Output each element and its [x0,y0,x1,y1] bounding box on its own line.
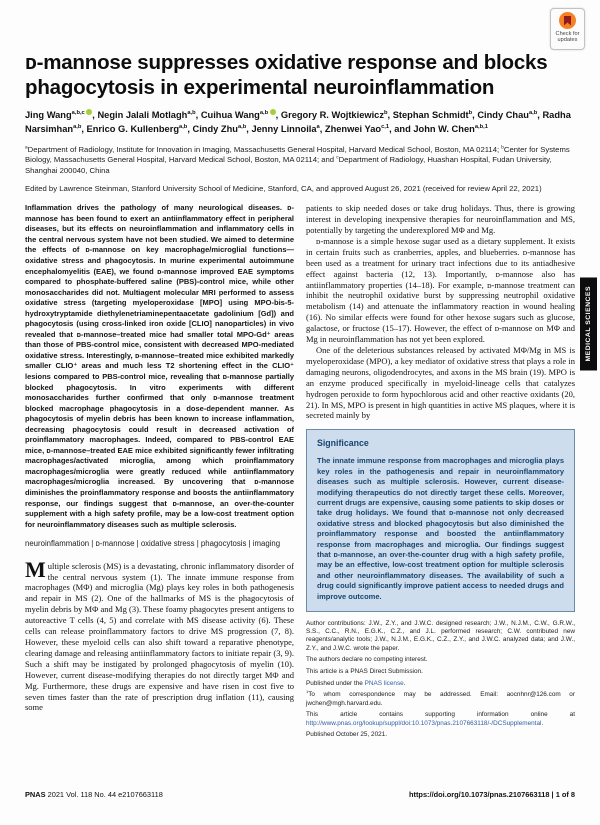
title-line-1: ᴅ-mannose suppresses oxidative response and blocks [25,51,548,74]
significance-heading: Significance [317,438,369,449]
footer-separator: | [549,790,556,799]
bookmark-ribbon-icon [564,16,571,26]
significance-text: The innate immune response from macrophages and microglia plays key roles in the pathogenesis and repair in neuroinflammatory diseases such as multiple sclerosis. However, current disease-modifying therapeutics do not directly target these cells. Moreover, current drugs are expensive, causing some patients to skip doses or take drug holidays. We found that ᴅ-mannose not only decreased oxidative stress and blocked phagocytosis but also diminished the proinflammatory response and boosted the antiinflammatory response from macrophages and microglia. Our findings suggest that ᴅ-mannose, an over-the-counter drug with a high safety profile, may be an effective, low-cost treatment option for multiple sclerosis and other neuroinflammatory diseases. The availability of such a drug could significantly improve patient access to needed drugs and improve outcome. [317,456,564,601]
right-column [306,203,575,743]
section-tab-medical-sciences: MEDICAL SCIENCES [580,277,597,370]
check-for-updates-icon [559,12,576,29]
doi-page-number [409,790,575,799]
page-footer [25,790,575,799]
article-columns [25,203,575,743]
title-line-2: phagocytosis in experimental neuroinflammation [25,76,495,99]
body-paragraph: One of the deleterious substances released by activated MΦ/Mg in MS is myeloperoxidase (MPO), a key mediator of oxidative stress that plays a role in damaging neurons, oligodendrocytes, and axons in the MS brain (19). MPO is an enzyme produced specifically in myeloid-lineage cells that catalyzes hydrogen peroxide to form hypochlorous acid and other reactive oxidants (20, 21). In MS, MPO is present in high quantities in active MS plaques, where it is secreted mainly by [306,345,575,421]
author-name: Jing Wang$^{a,b,c}$ [25,109,85,120]
journal-brand: PNAS [25,790,46,799]
affiliations: $^a$Department of Radiology, Institute for Innovation in Imaging, Massachusetts General Hospital, Harvard Medical School, Boston, MA 02114; $^b$Center for Systems Biology, Massachusetts General Hospital, Harvard Medical School, Boston, MA 02114; and $^c$Department of Radiology, Huashan Hospital, Fudan University, Shanghai 200040, China [25,145,570,175]
author-list: Jing Wang$^{a,b,c}$ , Negin Jalali Motlagh$^{a,b}$, Cuihua Wang$^{a,b}$ , Gregory R. Wojtkiewicz$^b$, Stephan Schmidt$^b$, Cindy Chau$^{a,b}$, Radha Narsimhan$^{a,b}$, Enrico G. Kullenberg$^{a,b}$, Cindy Zhu$^{a,b}$, Jenny Linnoila$^a$, Zhenwei Yao$^{c,1}$, and John W. Chen$^{a,b,1}$ [25,109,571,134]
footnotes [306,620,575,739]
footnote: The authors declare no competing interest. [306,656,428,664]
orcid-icon[interactable] [86,109,92,115]
author-name: John W. Chen$^{a,b,1}$ [413,123,488,134]
doi-link[interactable]: https://doi.org/10.1073/pnas.2107663118 [409,790,550,799]
author-name: Zhenwei Yao$^{c,1}$ [324,123,390,134]
author-name: Cindy Chau$^{a,b}$ [477,109,538,120]
author-name: Cindy Zhu$^{a,b}$ [192,123,247,134]
author-name: Gregory R. Wojtkiewicz$^b$ [280,109,388,120]
intro-paragraph [25,556,294,714]
author-name: Radha Narsimhan$^{a,b}$ [25,110,571,134]
orcid-icon[interactable] [270,109,276,115]
drop-cap: M [25,556,46,582]
footnote-link[interactable]: PNAS license [364,679,404,687]
footnote: Author contributions: J.W., Z.Y., and J.W.C. designed research; J.W., N.J.M., C.W., G.R.W., S.S., C.C., R.N., E.G.K., C.Z., and J.L. performed research; C.W. contributed new reagents/analytic tools; J.W., N.J.M., E.G.K., C.Z., Z.Y., and J.W.C. analyzed data; and J.W., Z.Y., and J.W.C. wrote the paper. [306,620,575,652]
author-name: Negin Jalali Motlagh$^{a,b}$ [97,109,196,120]
body-paragraph: patients to skip needed doses or take drug holidays. Thus, there is growing interest in developing inexpensive therapies for neuroinflammation and MS, potentially by targeting the underexplored MΦ and Mg. [306,203,575,236]
significance-box [306,429,575,612]
citation-text: 2021 Vol. 118 No. 44 e2107663118 [45,790,163,799]
keywords: neuroinflammation | ᴅ-mannose | oxidative stress | phagocytosis | imaging [25,539,281,549]
page-number: 1 of 8 [555,790,575,799]
edited-by-line: Edited by Lawrence Steinman, Stanford University School of Medicine, Stanford, CA, and approved August 26, 2021 (received for review April 22, 2021) [25,184,542,194]
footnote: Published under the PNAS license. [306,679,406,687]
footnote: $^1$To whom correspondence may be addressed. Email: aocnhnr@126.com or jwchen@mgh.harvard.edu. [306,689,575,707]
author-name: Cuihua Wang$^{a,b}$ [200,109,269,120]
check-for-updates-label: Check for updates [555,31,580,44]
author-name: Stephan Schmidt$^b$ [392,109,473,120]
author-name: Jenny Linnoila$^a$ [251,123,320,134]
abstract: Inflammation drives the pathology of many neurological diseases. ᴅ-mannose has been found to exert an antiinflammatory effect in peripheral diseases, but its effects on neuroinflammation and inflammatory cells in the central nervous system have not been studied. We aimed to determine the effects of ᴅ-mannose on key macrophage/microglial functions—oxidative stress and phagocytosis. In murine experimental autoimmune encephalomyelitis (EAE), we found ᴅ-mannose improved EAE symptoms compared to phosphate-buffered saline (PBS)-control mice, while other monosaccharides did not. Multiagent molecular MRI performed to assess oxidative stress (targeting myeloperoxidase [MPO] using MPO-bis-5-hydroxytryptamide diethylenetriaminepentaacetate gadolinium [Gd]) and phagocytosis (using cross-linked iron oxide [CLIO] nanoparticles) in vivo revealed that ᴅ-mannose–treated mice had smaller total MPO-Gd⁺ areas than those of PBS-control mice, consistent with decreased MPO-mediated oxidative stress. Interestingly, ᴅ-mannose–treated mice exhibited markedly smaller CLIO⁺ areas and much less T2 shortening effect in the CLIO⁺ lesions compared to PBS-control mice, revealing that ᴅ-mannose partially blocked phagocytosis. In vitro experiments with different monosaccharides further confirmed that only ᴅ-mannose treatment blocked macrophage phagocytosis in a dose-dependent manner. As phagocytosis of myelin debris has been known to increase inflammation, decreasing phagocytosis could result in decreased activation of proinflammatory macrophages. Indeed, compared to PBS-control EAE mice, ᴅ-mannose–treated EAE mice exhibited significantly fewer infiltrating macrophages/activated microglia, among which proinflammatory macrophages/microglia were greatly reduced while antiinflammatory macrophages/microglia increased. By uncovering that ᴅ-mannose diminishes the proinflammatory response and boosts the antiinflammatory response, our findings suggest that ᴅ-mannose, an over-the-counter supplement with a high safety profile, may be a low-cost treatment option for neuroinflammatory diseases such as multiple sclerosis. [25,203,294,529]
check-for-updates-badge[interactable] [550,8,585,50]
footnote: This article is a PNAS Direct Submission. [306,668,423,676]
left-column [25,203,294,713]
journal-citation [25,790,163,799]
footnote: This article contains supporting information online at http://www.pnas.org/lookup/suppl/doi:10.1073/pnas.2107663118/-/DCSupplemental. [306,711,575,727]
intro-text: ultiple sclerosis (MS) is a devastating, chronic inflammatory disorder of the central nervous system (1). The innate immune response from macrophages (MΦ) and microglia (Mg) plays key roles in both pathogenesis and repair in MS (2). One of the hallmarks of MS is the phagocytosis of myelin debris by MΦ and Mg (3). These foamy phagocytes present antigens to autoreactive T cells (4, 5) and correlate with MS disease activity (6). These cells can release proinflammatory factors to drive MS progression (7, 8). However, these myeloid cells can also shift toward a reparative phenotype, clearing damage and releasing antiinflammatory factors to initiate repair (3, 9). Such a shift may be instigated by prolonged phagocytosis of myelin (10). However, current disease-modifying therapies do not directly target MΦ and Mg. Furthermore, these drugs are expensive and have risen in cost five to seven times faster than the rate of prescription drug inflation (11), causing some [25,560,294,713]
page-title [25,50,575,100]
footnote-link[interactable]: http://www.pnas.org/lookup/suppl/doi:10.1073/pnas.2107663118/-/DCSupplemental [306,719,542,727]
author-name: Enrico G. Kullenberg$^{a,b}$ [86,123,188,134]
footnote: Published October 25, 2021. [306,731,388,739]
body-paragraph: ᴅ-mannose is a simple hexose sugar used as a dietary supplement. It exists in certain fruits such as cranberries, apples, and blueberries. ᴅ-mannose has been used as a treatment for urinary tract infections due to its antiadhesive effect against bacteria (12, 13). Importantly, ᴅ-mannose also has antiinflammatory properties (14–18). For example, ᴅ-mannose treatment can inhibit the neutrophil oxidative burst by suppressing neutrophil oxidative metabolism (14) and attenuate the inflammatory reaction in wound healing (16). No similar effects were found for other hexose sugars such as glucose, galactose, or fructose (15–17). However, the effect of ᴅ-mannose on MΦ and Mg in neuroinflammation has not yet been explored. [306,235,575,345]
